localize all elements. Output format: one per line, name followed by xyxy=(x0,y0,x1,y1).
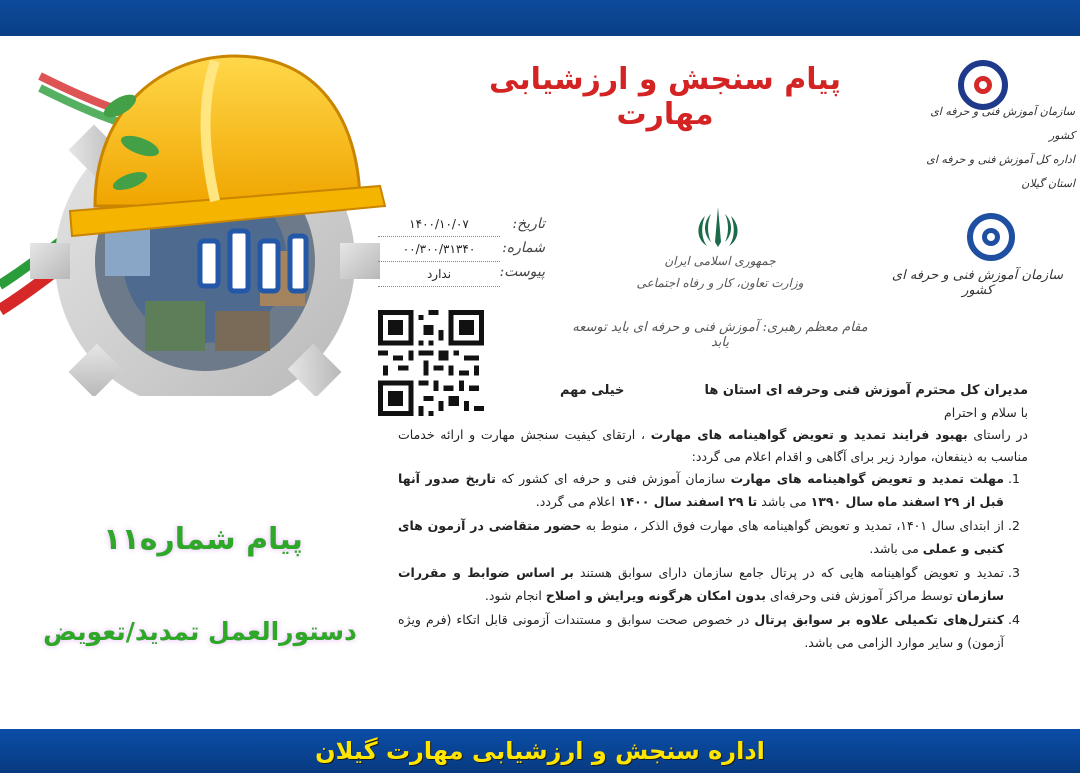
ministry-caption xyxy=(620,250,820,294)
intro-paragraph: در راستای بهبود فرایند تمدید و تعویض گواهینامه های مهارت ، ارتقای کیفیت سنجش مهارت و ارائه خدمات مناسب به ذینفعان، موارد زیر برای آگاهی و اقدام اعلام می گردد: xyxy=(398,427,1029,464)
attachment-label: پیوست: xyxy=(499,264,545,280)
footer-text: اداره سنجش و ارزشیابی مهارت گیلان xyxy=(315,737,765,765)
message-subject: دستورالعمل تمدید/تعویض xyxy=(43,617,357,646)
leader-quote: مقام معظم رهبری: آموزش فنی و حرفه ای باید توسعه یابد xyxy=(572,320,868,350)
footer-banner xyxy=(0,729,1080,773)
list-item: 1. مهلت تمدید و تعویض گواهینامه های مهارت سازمان آموزش فنی و حرفه ای کشور که تاریخ صدور آنها قبل از ۲۹ اسفند ماه سال ۱۳۹۰ می باشد تا ۲۹ اسفند سال ۱۴۰۰ اعلام می گردد. xyxy=(398,468,1004,513)
list-item: 4. کنترل‌های تکمیلی علاوه بر سوابق پرتال در خصوص صحت سوابق و مستندات آزمونی قابل اتکاء (فرم ویژه آزمون) و سایر موارد الزامی می باشد. xyxy=(398,609,1004,654)
reference-values xyxy=(378,212,500,287)
number-label: شماره: xyxy=(502,240,545,256)
letter-body xyxy=(398,380,1028,656)
organization-name-line: سازمان آموزش فنی و حرفه ای کشور xyxy=(930,105,1075,142)
iran-emblem-icon xyxy=(693,202,743,252)
recipient-row xyxy=(398,380,1028,402)
attachment-value: ندارد xyxy=(378,262,500,287)
number-value: ۰۰/۳۰۰/۳۱۳۴۰ xyxy=(378,237,500,262)
list-item: 2. از ابتدای سال ۱۴۰۱، تمدید و تعویض گواهینامه های مهارت فوق الذکر ، منوط به حضور متقاضی در آزمون های کتبی و عملی می باشد. xyxy=(398,515,1004,560)
list-item: 3. تمدید و تعویض گواهینامه هایی که در پرتال جامع سازمان دارای سوابق هستند بر اساس ضوابط و مقررات سازمان توسط مراکز آموزش فنی وحرفه‌ای بدون امکان هرگونه ویرایش و اصلاح انجام شود. xyxy=(398,562,1004,607)
organization-province-line: اداره کل آموزش فنی و حرفه ای استان گیلان xyxy=(926,153,1075,190)
greeting: با سلام و احترام xyxy=(944,405,1028,420)
reference-labels xyxy=(495,212,545,284)
message-number: پیام شماره۱۱ xyxy=(103,522,303,557)
date-label: تاریخ: xyxy=(512,216,545,232)
organization-logo-secondary-icon xyxy=(966,212,1016,262)
recipient: مدیران کل محترم آموزش فنی وحرفه ای استان ها xyxy=(704,383,1028,398)
top-banner xyxy=(0,0,1080,36)
organization-name xyxy=(905,100,1075,196)
ministry-name: وزارت تعاون، کار و رفاه اجتماعی xyxy=(636,276,804,290)
republic-name: جمهوری اسلامی ایران xyxy=(664,254,776,268)
page-title: پیام سنجش و ارزشیابی مهارت xyxy=(489,62,841,132)
directive-list xyxy=(398,468,1028,654)
organization-name-secondary: سازمان آموزش فنی و حرفه ای کشور xyxy=(891,268,1064,298)
priority-label: خیلی مهم xyxy=(559,383,625,398)
date-value: ۱۴۰۰/۱۰/۰۷ xyxy=(378,212,500,237)
